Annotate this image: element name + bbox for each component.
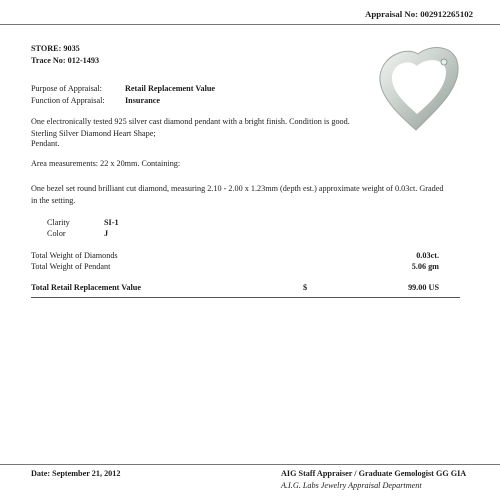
appraisal-department: A.I.G. Labs Jewelry Appraisal Department: [281, 481, 422, 490]
clarity-value: SI-1: [104, 218, 119, 227]
bezel-diamond-icon: [441, 59, 447, 65]
clarity-label: Clarity: [47, 218, 70, 227]
total-pendant-label: Total Weight of Pendant: [31, 262, 111, 271]
total-retail-value: 99.00 US: [408, 283, 439, 292]
total-diamonds-label: Total Weight of Diamonds: [31, 251, 118, 260]
purpose-label: Purpose of Appraisal:: [31, 84, 102, 93]
diamond-description: One bezel set round brilliant cut diamond, measuring 2.10 - 2.00 x 1.23mm (depth est.) approximate weight of 0.03ct. Graded in the setting.: [31, 184, 444, 205]
store-line: STORE: 9035: [31, 44, 80, 53]
footer-rule: [0, 464, 500, 465]
currency-symbol: $: [303, 283, 308, 292]
color-label: Color: [47, 229, 66, 238]
description-paragraph: One electronically tested 925 silver cast diamond pendant with a bright finish. Condition is good. Sterling Silver Diamond Heart Shape;: [31, 117, 350, 138]
heart-pendant-image: [370, 40, 466, 136]
color-value: J: [104, 229, 109, 238]
purpose-value: Retail Replacement Value: [125, 84, 216, 93]
appraiser-title: AIG Staff Appraiser / Graduate Gemologist GG GIA: [281, 469, 467, 478]
appraisal-number: Appraisal No: 002912265102: [365, 9, 474, 19]
function-value: Insurance: [125, 96, 161, 105]
total-retail-label: Total Retail Replacement Value: [31, 283, 141, 292]
description-pendant: Pendant.: [31, 139, 60, 148]
total-pendant-value: 5.06 gm: [411, 262, 439, 271]
totals-rule: [31, 297, 460, 298]
function-label: Function of Appraisal:: [31, 96, 105, 105]
trace-number: Trace No: 012-1493: [31, 56, 100, 65]
top-rule: [0, 24, 500, 25]
area-measurements: Area measurements: 22 x 20mm. Containing:: [31, 159, 181, 168]
appraisal-date: Date: September 21, 2012: [31, 469, 121, 478]
total-diamonds-value: 0.03ct.: [416, 251, 439, 260]
